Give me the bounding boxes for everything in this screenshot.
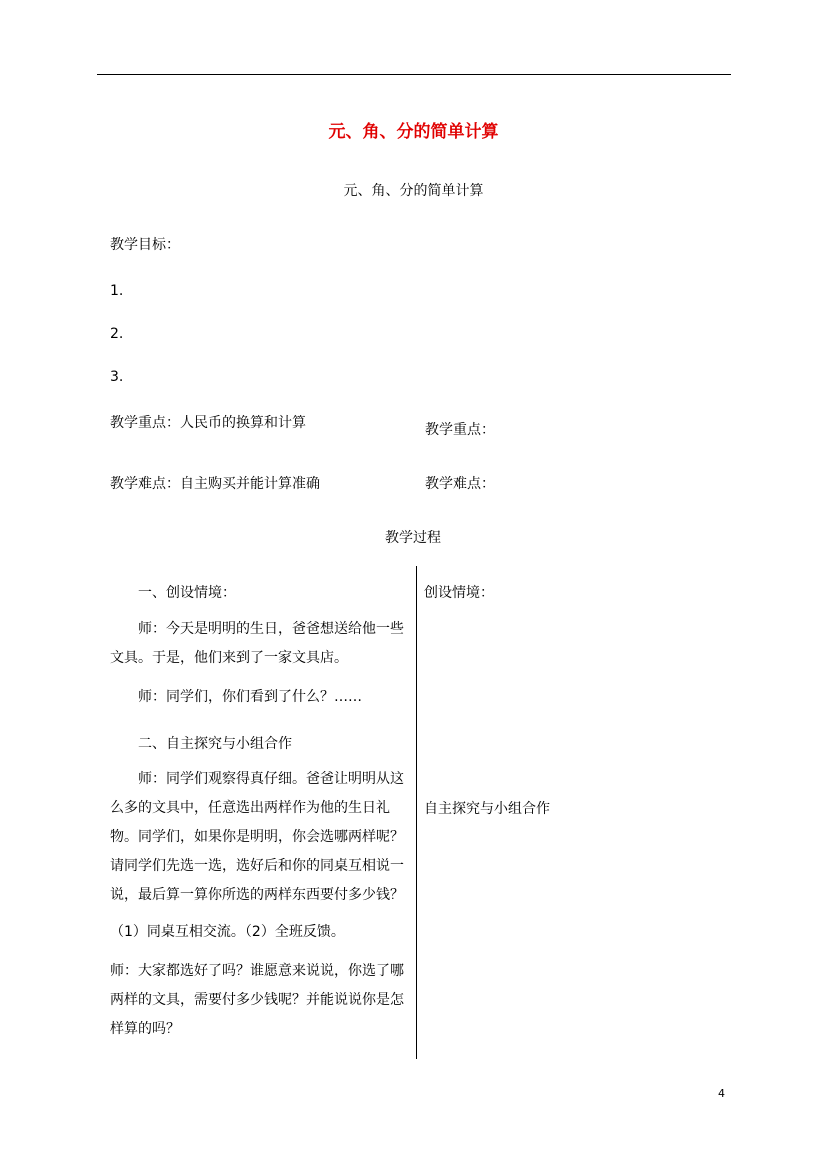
section2-heading: 二、自主探究与小组合作 <box>138 736 292 752</box>
section1-heading: 一、创设情境： <box>138 585 236 601</box>
paragraph-1: 师：今天是明明的生日，爸爸想送给他一些文具。于是，他们来到了一家文具店。 <box>110 621 404 666</box>
difficulty: 教学难点：自主购买并能计算准确 <box>110 476 320 492</box>
goal-item-1: 1. <box>110 283 124 299</box>
column-divider <box>416 566 417 1059</box>
paragraph-4: （1）同桌互相交流。（2）全班反馈。 <box>110 924 345 940</box>
header-rule <box>97 74 731 75</box>
goal-item-3: 3. <box>110 369 124 385</box>
goals-label: 教学目标： <box>110 237 180 253</box>
key-point-right: 教学重点： <box>425 422 495 438</box>
key-point: 教学重点：人民币的换算和计算 <box>110 415 306 431</box>
document-subtitle: 元、角、分的简单计算 <box>343 183 484 199</box>
paragraph-2: 师：同学们，你们看到了什么？…… <box>138 689 362 705</box>
paragraph-3: 师：同学们观察得真仔细。爸爸让明明从这么多的文具中，任意选出两样作为他的生日礼物。同学们，如果你是明明，你会选哪两样呢？请同学们先选一选，选好后和你的同桌互相说一说，最后算一算你所选的两样东西要付多少钱？ <box>110 771 404 903</box>
process-heading: 教学过程 <box>385 530 441 546</box>
section1-right: 创设情境： <box>424 585 494 601</box>
document-title: 元、角、分的简单计算 <box>328 122 499 142</box>
page-number: 4 <box>718 1087 725 1100</box>
goal-item-2: 2. <box>110 326 124 342</box>
section2-right: 自主探究与小组合作 <box>424 801 550 817</box>
difficulty-right: 教学难点： <box>425 476 495 492</box>
paragraph-5: 师：大家都选好了吗？谁愿意来说说，你选了哪两样的文具，需要付多少钱呢？并能说说你是怎样算的吗？ <box>110 963 404 1037</box>
